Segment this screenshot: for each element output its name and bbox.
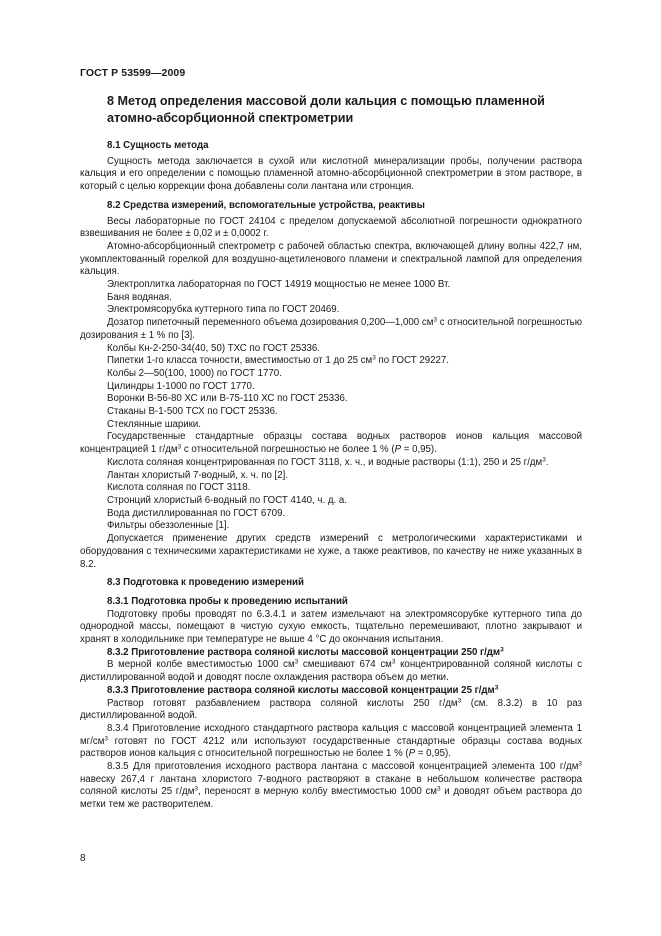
- section-title-line2: атомно-абсорбционной спектрометрии: [107, 111, 354, 125]
- heading-8-3: 8.3 Подготовка к проведению измерений: [107, 577, 304, 589]
- paragraph-8-3-5: 8.3.5 Для приготовления исходного раствора лантана с массовой концентрацией элемента 100 $г/дм^3$ навеску 267,4 г лантана хлористого 7-водного растворяют в стакане в небольшом количестве раствора соляной кислоты 25 $г/дм^3$, переносят в мерную колбу вместимостью 1000 $см^3$ и доводят объем раствора до метки тем же растворителем.: [80, 760, 582, 811]
- standard-code: ГОСТ Р 53599—2009: [80, 67, 186, 79]
- equipment-cylinders: Цилиндры 1-1000 по ГОСТ 1770.: [107, 380, 255, 392]
- paragraph-8-1: Сущность метода заключается в сухой или кислотной минерализации пробы, получении раствора кальция и его определении с помощью пламенной атомно-абсорбционной спектрометрии в этом растворе, в который с целью коррекции фона добавлены соли лантана или стронция.: [80, 155, 582, 193]
- equipment-pipettes: Пипетки 1-го класса точности, вместимостью от 1 до 25 $см^3$ по ГОСТ 29227.: [107, 354, 449, 367]
- heading-8-3-3: 8.3.3 Приготовление раствора соляной кислоты массовой концентрации 25 $г/дм^3$: [107, 684, 499, 696]
- reagent-hcl: Кислота соляная по ГОСТ 3118.: [107, 482, 251, 494]
- document-body: [80, 140, 582, 812]
- equipment-funnels: Воронки В-56-80 ХС или В-75-110 ХС по ГОСТ 25336.: [107, 393, 348, 405]
- reagent-lanthanum: Лантан хлористый 7-водный, х. ч. по [2].: [107, 469, 289, 481]
- paragraph-8-3-3: Раствор готовят разбавлением раствора соляной кислоты 250 $г/дм^3$ (см. 8.3.2) в 10 раз дистиллированной водой.: [80, 697, 583, 722]
- page-number: 8: [80, 853, 86, 864]
- paragraph-8-3-2: В мерной колбе вместимостью 1000 $см^3$ смешивают 674 $см^3$ концентрированной соляной кислоты с дистиллированной водой и доводят после охлаждения раствора объем до метки.: [80, 658, 583, 684]
- section-title: [107, 93, 597, 127]
- equipment-meat-grinder: Электромясорубка куттерного типа по ГОСТ 20469.: [107, 304, 340, 316]
- reagent-strontium: Стронций хлористый 6-водный по ГОСТ 4140, ч. д. а.: [107, 494, 347, 506]
- equipment-glass-beads: Стеклянные шарики.: [107, 418, 201, 430]
- equipment-spectrometer: Атомно-абсорбционный спектрометр с рабочей областью спектра, включающей длину волны 422,7 нм, укомплектованный горелкой для воздушно-ацетиленового пламени и спектральной лампой для определения кальция.: [80, 240, 582, 278]
- equipment-flasks: Колбы 2—50(100, 1000) по ГОСТ 1770.: [107, 367, 282, 379]
- equipment-scales: Весы лабораторные по ГОСТ 24104 с пределом допускаемой абсолютной погрешности однократного взвешивания не более ± 0,02 и ± 0,0002 г.: [80, 215, 582, 240]
- reagent-hcl-concentrated: Кислота соляная концентрированная по ГОСТ 3118, х. ч., и водные растворы (1:1), 250 и 25 $г/дм^3$.: [107, 456, 549, 468]
- reagent-gso: Государственные стандартные образцы состава водных растворов ионов кальция массовой концентрацией 1 $г/дм^3$ с относительной погрешностью не более 1 % (Р = 0,95).: [80, 431, 582, 456]
- paragraph-8-3-1: Подготовку пробы проводят по 6.3.4.1 и затем измельчают на электромясорубке куттерного типа до однородной массы, помещают в чистую сухую емкость, тщательно перемешивают, плотно закрывают и хранят в холодильнике при температуре не выше 4 °С до окончания испытания.: [80, 608, 582, 646]
- heading-8-2: 8.2 Средства измерений, вспомогательные устройства, реактивы: [107, 199, 425, 211]
- equipment-beakers: Стаканы В-1-500 ТСХ по ГОСТ 25336.: [107, 406, 278, 418]
- equipment-flasks-kn: Колбы Кн-2-250-34(40, 50) ТХС по ГОСТ 25336.: [107, 342, 320, 354]
- reagent-water: Вода дистиллированная по ГОСТ 6709.: [107, 507, 286, 519]
- paragraph-alternatives: Допускается применение других средств измерений с метрологическими характеристиками и оборудования с техническими характеристиками не хуже, а также реактивов, по качеству не ниже указанных в 8.2.: [80, 533, 582, 570]
- equipment-water-bath: Баня водяная.: [107, 291, 172, 303]
- paragraph-8-3-4: 8.3.4 Приготовление исходного стандартного раствора кальция с массовой концентрацией элемента 1 $мг/см^3$ готовят по ГОСТ 4212 или используют государственные стандартные образцы состава водных растворов ионов кальция с относительной погрешностью не более 1 % (Р = 0,95).: [80, 722, 582, 760]
- heading-8-1: 8.1 Сущность метода: [107, 140, 209, 151]
- section-title-line1: 8 Метод определения массовой доли кальция с помощью пламенной: [107, 94, 545, 108]
- heading-8-3-2: 8.3.2 Приготовление раствора соляной кислоты массовой концентрации 250 $г/дм^3$: [107, 646, 504, 658]
- equipment-dozator: Дозатор пипеточный переменного объема дозирования 0,200—1,000 $см^3$ с относительной погрешностью дозирования ± 1 % по [3].: [80, 316, 582, 341]
- heading-8-3-1: 8.3.1 Подготовка пробы к проведению испытаний: [107, 595, 348, 607]
- equipment-hotplate: Электроплитка лабораторная по ГОСТ 14919 мощностью не менее 1000 Вт.: [107, 279, 451, 291]
- reagent-filters: Фильтры обеззоленные [1].: [107, 520, 230, 532]
